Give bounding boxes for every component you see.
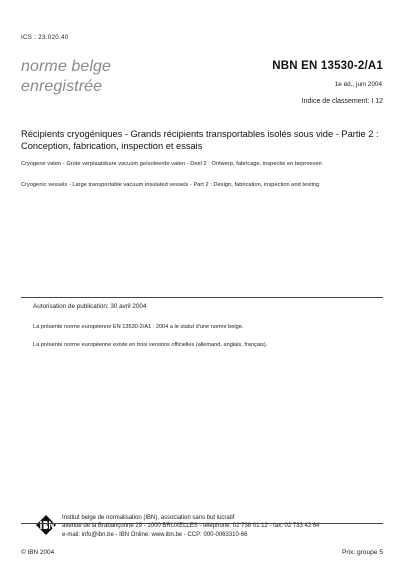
document-title: Récipients cryogéniques - Grands récipients transportables isolés sous vide - Partie 2 : Conception, fabrication, inspection et essais bbox=[21, 129, 379, 151]
ibn-line-1: Institut belge de normalisation (IBN), association sans but lucratif bbox=[62, 515, 235, 521]
versions-statement: La présente norme européenne existe en trois versions officielles (allemand, anglais, français). bbox=[33, 342, 268, 348]
top-divider bbox=[21, 297, 383, 298]
ibn-line-2: avenue de la Brabançonne 29 - 1000 BRUXELLES - téléphone: 02 738 01 12 - fax: 02 733 42 64 bbox=[62, 523, 320, 530]
copyright-notice: © IBN 2004 bbox=[21, 549, 55, 556]
ibn-line-3: e-mail: info@ibn.be - IBN Online: www.ibn.be - CCP: 000-0063310-66 bbox=[62, 531, 248, 538]
english-title: Cryogenic vessels - Large transportable vacuum insulated vessels - Part 2 : Design, fabrication, inspection and testing bbox=[21, 182, 320, 188]
ics-code: ICS : 23.020.40 bbox=[21, 34, 69, 41]
price-group: Prix: groupe 5 bbox=[341, 549, 383, 556]
document-number: NBN EN 13530-2/A1 bbox=[272, 60, 383, 72]
status-statement: La présente norme européenne EN 13530-2/A1 : 2004 a le statut d'une norme belge. bbox=[33, 324, 244, 330]
classification-index: Indice de classement: I 12 bbox=[301, 98, 383, 105]
ibn-contact-info bbox=[62, 514, 320, 539]
bottom-divider bbox=[21, 523, 383, 524]
brand-line-2: enregistrée bbox=[21, 78, 103, 95]
ibn-logo-icon bbox=[35, 514, 57, 536]
dutch-title: Cryogene vaten - Grote verplaatsbare vacuüm geïsoleerde vaten - Deel 2 : Ontwerp, fabricage, inspectie en beproeven bbox=[21, 161, 322, 167]
edition-date: 1e éd., juin 2004 bbox=[334, 81, 382, 88]
publication-authorization: Autorisation de publication: 30 avril 2004 bbox=[33, 303, 147, 310]
brand-line-1: norme belge bbox=[21, 58, 112, 75]
